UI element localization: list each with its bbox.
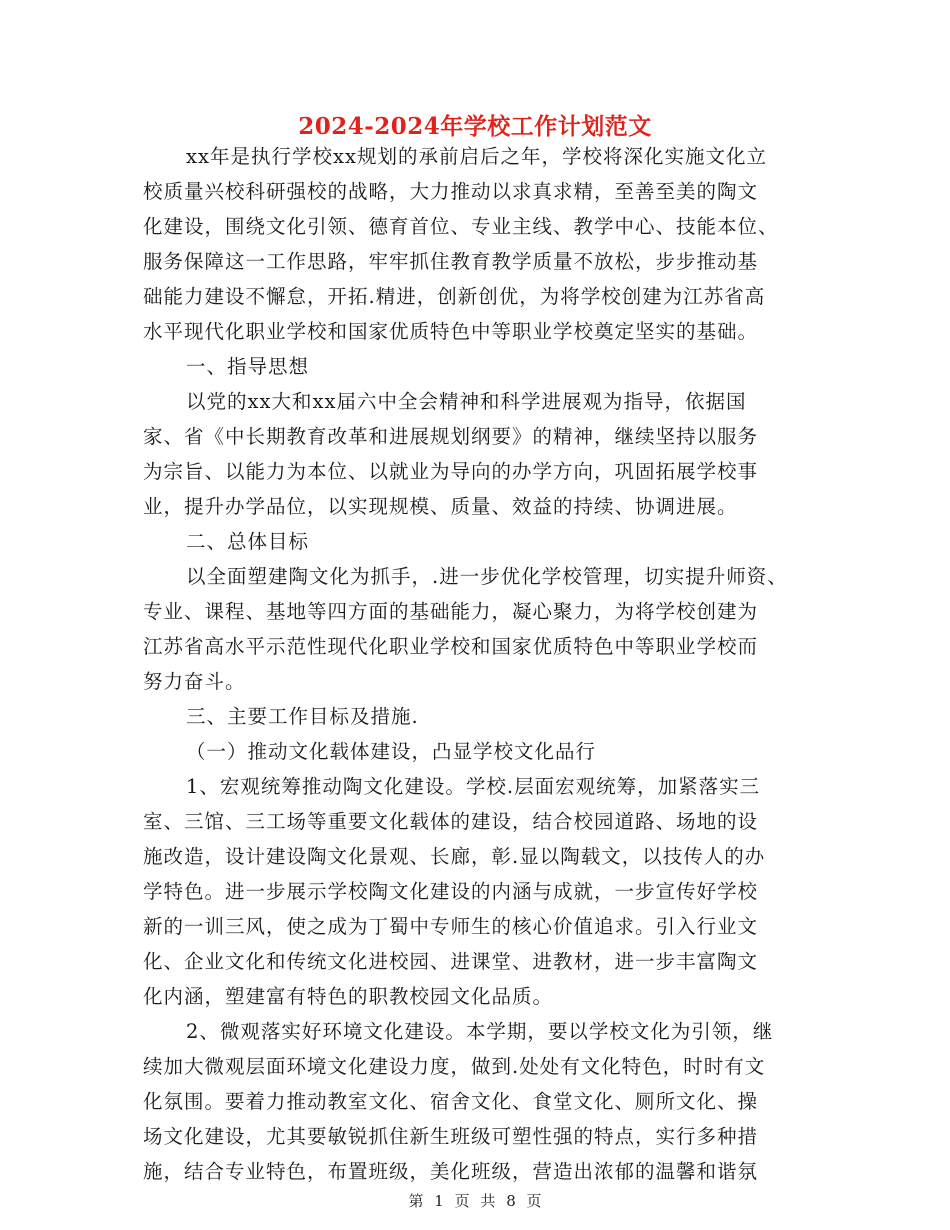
paragraph-line: 为宗旨、以能力为本位、以就业为导向的办学方向，巩固拓展学校事 [143,460,759,483]
paragraph-line: 学特色。进一步展示学校陶文化建设的内涵与成就，一步宣传好学校 [143,880,759,903]
paragraph-line: 以党的xx大和xx届六中全会精神和科学进展观为指导，依据国 [186,390,747,413]
footer-middle2: 共 [480,1192,496,1210]
paragraph-line: xx年是执行学校xx规划的承前启后之年，学校将深化实施文化立 [186,145,767,168]
paragraph-line: 江苏省高水平示范性现代化职业学校和国家优质特色中等职业学校而 [143,635,759,658]
paragraph-line: 服务保障这一工作思路，牢牢抓住教育教学质量不放松，步步推动基 [143,250,759,273]
paragraph-line: 以全面塑建陶文化为抓手，.进一步优化学校管理，切实提升师资、 [186,565,788,588]
paragraph-line: 续加大微观层面环境文化建设力度，做到.处处有文化特色，时时有文 [143,1055,766,1078]
paragraph-line: 水平现代化职业学校和国家优质特色中等职业学校奠定坚实的基础。 [143,320,759,343]
paragraph-line: 场文化建设，尤其要敏锐抓住新生班级可塑性强的特点，实行多种措 [143,1125,759,1148]
section-heading: 二、总体目标 [186,530,310,553]
paragraph-line: 新的一训三风，使之成为丁蜀中专师生的核心价值追求。引入行业文 [143,915,759,938]
footer-suffix: 页 [526,1192,542,1210]
paragraph-line: 努力奋斗。 [143,670,246,693]
paragraph-line: 化、企业文化和传统文化进校园、进课堂、进教材，进一步丰富陶文 [143,950,759,973]
paragraph-line: 室、三馆、三工场等重要文化载体的建设，结合校园道路、场地的设 [143,810,759,833]
subsection-heading: （一）推动文化载体建设，凸显学校文化品行 [186,740,597,763]
paragraph-line: 化氛围。要着力推动教室文化、宿舍文化、食堂文化、厕所文化、操 [143,1090,759,1113]
document-title: 2024-2024年学校工作计划范文 [298,113,652,140]
footer-middle1: 页 [454,1192,470,1210]
footer-total-pages: 8 [506,1192,516,1210]
paragraph-line: 1、宏观统筹推动陶文化建设。学校.层面宏观统筹，加紧落实三 [186,775,761,798]
paragraph-line: 化建设，围绕文化引领、德育首位、专业主线、教学中心、技能本位、 [143,215,779,238]
paragraph-line: 业，提升办学品位，以实现规模、质量、效益的持续、协调进展。 [143,495,738,518]
paragraph-line: 专业、课程、基地等四方面的基础能力，凝心聚力，为将学校创建为 [143,600,759,623]
page-footer [0,1190,950,1211]
paragraph-line: 础能力建设不懈怠，开拓.精进，创新创优，为将学校创建为江苏省高 [143,285,766,308]
section-heading: 一、指导思想 [186,355,310,378]
paragraph-line: 家、省《中长期教育改革和进展规划纲要》的精神，继续坚持以服务 [143,425,759,448]
paragraph-line: 2、微观落实好环境文化建设。本学期，要以学校文化为引领，继 [186,1020,774,1043]
footer-prefix: 第 [408,1192,424,1210]
paragraph-line: 化内涵，塑建富有特色的职教校园文化品质。 [143,985,554,1008]
section-heading: 三、主要工作目标及措施. [186,705,419,728]
paragraph-line: 校质量兴校科研强校的战略，大力推动以求真求精，至善至美的陶文 [143,180,759,203]
paragraph-line: 施，结合专业特色，布置班级，美化班级，营造出浓郁的温馨和谐氛 [143,1160,759,1183]
paragraph-line: 施改造，设计建设陶文化景观、长廊，彰.显以陶载文，以技传人的办 [143,845,766,868]
footer-page-number: 1 [434,1192,444,1210]
